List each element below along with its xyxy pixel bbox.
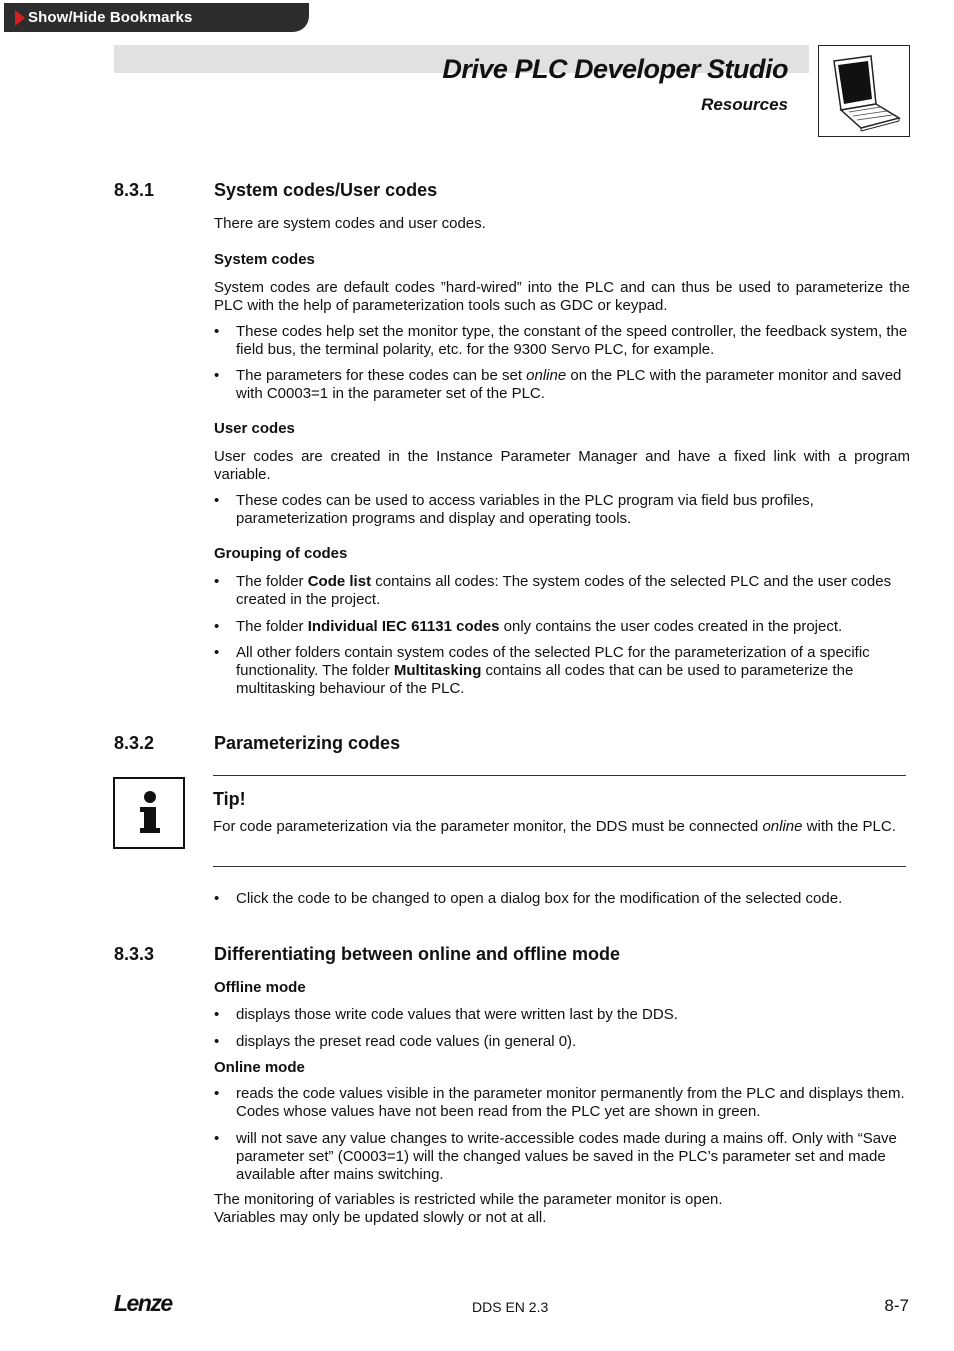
list-item: Click the code to be changed to open a dialog box for the modification of the selected code. <box>236 890 843 907</box>
section-title: Parameterizing codes <box>214 733 401 753</box>
tip-heading: Tip! <box>213 789 246 809</box>
subheading: System codes <box>214 251 315 268</box>
tip-top-rule <box>213 775 906 776</box>
laptop-icon <box>819 46 909 136</box>
paragraph: User codes are created in the Instance Parameter Manager and have a fixed link with a program variable. <box>214 448 910 483</box>
bullet: • <box>214 573 220 590</box>
bullet: • <box>214 323 220 340</box>
bullet: • <box>214 644 220 661</box>
list-item: will not save any value changes to write-accessible codes made during a mains off. Only with “Save parameter set” (C0003=1) will the changed values be saved in the PLC’s parameter set and made available after mains switching. <box>236 1130 897 1183</box>
bullet: • <box>214 1130 220 1147</box>
list-item: The folder Code list contains all codes: The system codes of the selected PLC and the user codes created in the project. <box>236 573 892 608</box>
page-number: 8-7 <box>884 1296 909 1315</box>
document-title: Drive PLC Developer Studio <box>442 54 788 84</box>
list-item: These codes can be used to access variables in the PLC program via field bus profiles, parameterization programs and display and operating tools. <box>236 492 814 527</box>
subheading: Grouping of codes <box>214 545 348 562</box>
bullet: • <box>214 1006 220 1023</box>
paragraph: System codes are default codes ”hard-wired” into the PLC and can thus be used to parameterize the PLC with the help of parameterization tools such as GDC or keypad. <box>214 279 910 314</box>
section-title: Differentiating between online and offline mode <box>214 944 621 964</box>
bullet: • <box>214 618 220 635</box>
list-item: The folder Individual IEC 61131 codes only contains the user codes created in the project. <box>236 618 843 635</box>
section-number: 8.3.3 <box>114 944 155 964</box>
section-number: 8.3.1 <box>114 180 155 200</box>
info-icon <box>115 779 183 847</box>
footer-doc-id: DDS EN 2.3 <box>472 1299 549 1315</box>
lenze-logo: Lenze <box>114 1290 172 1316</box>
bullet: • <box>214 1085 220 1102</box>
list-item: All other folders contain system codes of the selected PLC for the parameterization of a specific functionality. The folder Multitasking contains all codes that can be used to parameterize the multitasking behaviour of the PLC. <box>236 644 870 697</box>
list-item: reads the code values visible in the parameter monitor permanently from the PLC and displays them. Codes whose values have not been read from the PLC yet are shown in green. <box>236 1085 905 1120</box>
show-hide-bookmarks-button[interactable] <box>4 3 309 32</box>
tip-text: For code parameterization via the parameter monitor, the DDS must be connected online with the PLC. <box>213 818 896 835</box>
bullet: • <box>214 492 220 509</box>
tip-icon-box <box>113 777 185 849</box>
bullet: • <box>214 1033 220 1050</box>
bookmarks-button-label: Show/Hide Bookmarks <box>28 9 193 26</box>
header-icon-box <box>818 45 910 137</box>
paragraph: Variables may only be updated slowly or not at all. <box>214 1209 547 1226</box>
tip-bottom-rule <box>213 866 906 867</box>
list-item: The parameters for these codes can be set online on the PLC with the parameter monitor and saved with C0003=1 in the parameter set of the PLC. <box>236 367 902 402</box>
play-arrow-icon <box>15 10 25 26</box>
subheading: Online mode <box>214 1059 305 1076</box>
paragraph: The monitoring of variables is restricted while the parameter monitor is open. <box>214 1191 723 1208</box>
paragraph: There are system codes and user codes. <box>214 215 486 232</box>
section-title: System codes/User codes <box>214 180 438 200</box>
list-item: These codes help set the monitor type, the constant of the speed controller, the feedback system, the field bus, the terminal polarity, etc. for the 9300 Servo PLC, for example. <box>236 323 908 358</box>
bullet: • <box>214 890 220 907</box>
list-item: displays the preset read code values (in general 0). <box>236 1033 577 1050</box>
list-item: displays those write code values that were written last by the DDS. <box>236 1006 678 1023</box>
section-number: 8.3.2 <box>114 733 155 753</box>
subheading: Offline mode <box>214 979 306 996</box>
document-subtitle: Resources <box>701 95 788 114</box>
bullet: • <box>214 367 220 384</box>
subheading: User codes <box>214 420 295 437</box>
